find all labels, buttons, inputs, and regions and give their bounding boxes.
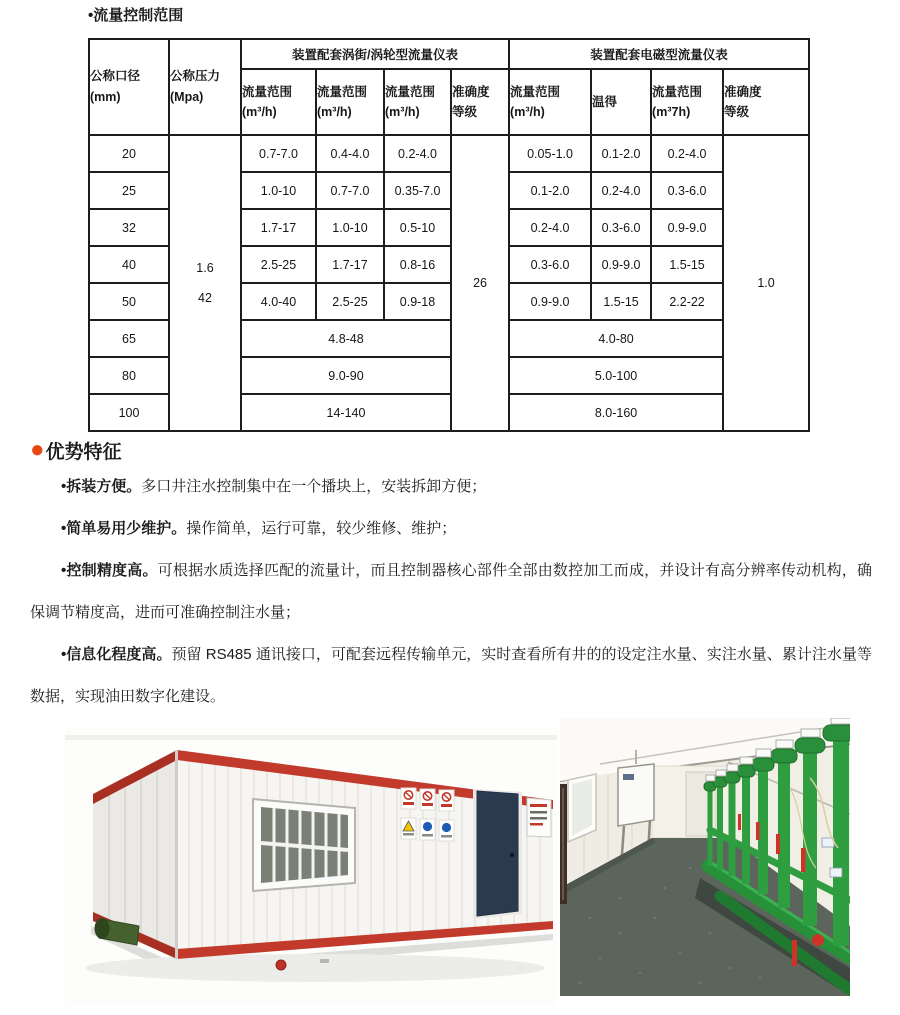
header-dn bbox=[89, 39, 169, 135]
cell-flow: 0.2-4.0 bbox=[384, 135, 451, 172]
cell-flow: 0.7-7.0 bbox=[316, 172, 384, 209]
cell-dn: 100 bbox=[89, 394, 169, 431]
cell-flow: 1.7-17 bbox=[316, 246, 384, 283]
header-line: (mm) bbox=[90, 90, 121, 104]
header-line: 准确度 bbox=[452, 85, 490, 99]
cell-flow: 4.0-40 bbox=[241, 283, 316, 320]
cell-flow: 0.9-9.0 bbox=[509, 283, 591, 320]
cell-flow: 2.5-25 bbox=[316, 283, 384, 320]
header-line: 温得 bbox=[592, 95, 618, 109]
header-line: 公称口径 bbox=[90, 69, 141, 83]
cell-flow: 0.9-9.0 bbox=[651, 209, 723, 246]
cell-flow-merged: 5.0-100 bbox=[509, 357, 723, 394]
cell-pressure-merged bbox=[169, 135, 241, 431]
header-temp bbox=[591, 69, 651, 135]
feature-lead: •简单易用少维护。 bbox=[61, 520, 187, 537]
header-line: (m³7h) bbox=[652, 105, 691, 119]
cell-accuracy-vortex-merged: 26 bbox=[451, 135, 509, 431]
cell-flow: 0.8-16 bbox=[384, 246, 451, 283]
table-row bbox=[89, 135, 809, 172]
cell-flow-merged: 8.0-160 bbox=[509, 394, 723, 431]
header-flow-range-2 bbox=[316, 69, 384, 135]
cell-flow: 0.1-2.0 bbox=[509, 172, 591, 209]
header-line: 公称压力 bbox=[170, 69, 221, 83]
cell-flow: 0.3-6.0 bbox=[509, 246, 591, 283]
cell-flow: 0.7-7.0 bbox=[241, 135, 316, 172]
header-line: (m³/h) bbox=[317, 105, 352, 119]
cell-flow-merged: 4.0-80 bbox=[509, 320, 723, 357]
header-group-magnetic: 装置配套电磁型流量仪表 bbox=[509, 39, 809, 69]
cell-flow: 0.3-6.0 bbox=[651, 172, 723, 209]
cell-accuracy-mag-merged: 1.0 bbox=[723, 135, 809, 431]
cell-flow-merged: 9.0-90 bbox=[241, 357, 451, 394]
feature-item bbox=[30, 550, 872, 634]
container-door bbox=[473, 789, 522, 919]
cell-flow-merged: 4.8-48 bbox=[241, 320, 451, 357]
cell-flow: 2.5-25 bbox=[241, 246, 316, 283]
cell-flow: 0.05-1.0 bbox=[509, 135, 591, 172]
cell-flow: 0.2-4.0 bbox=[509, 209, 591, 246]
cell-flow: 0.9-9.0 bbox=[591, 246, 651, 283]
cell-flow: 0.3-6.0 bbox=[591, 209, 651, 246]
header-line: (m³/h) bbox=[242, 105, 277, 119]
cell-dn: 32 bbox=[89, 209, 169, 246]
header-line: 流量范围 bbox=[385, 85, 436, 99]
header-pressure bbox=[169, 39, 241, 135]
feature-text: 预留 RS485 通讯接口，可配套远程传输单元，实时查看所有井的的设定注水量、实注水量、累计注水量等数据，实现油田数字化建设。 bbox=[30, 646, 872, 705]
header-line: (m³/h) bbox=[385, 105, 420, 119]
header-line: 流量范围 bbox=[242, 85, 293, 99]
features-title: 优势特征 bbox=[45, 441, 122, 463]
header-accuracy-mag bbox=[723, 69, 809, 135]
door-sign-plate bbox=[527, 798, 551, 837]
feature-item bbox=[30, 466, 872, 508]
header-line: (Mpa) bbox=[170, 90, 204, 104]
header-line: 等级 bbox=[724, 105, 750, 119]
header-group-vortex: 装置配套涡街/涡轮型流量仪表 bbox=[241, 39, 509, 69]
header-line: 等级 bbox=[452, 105, 478, 119]
flow-range-table bbox=[88, 38, 810, 432]
cell-flow: 0.1-2.0 bbox=[591, 135, 651, 172]
feature-item bbox=[30, 508, 872, 550]
header-line: 流量范围 bbox=[317, 85, 368, 99]
pressure-value: 1.6 bbox=[196, 261, 214, 275]
header-flow-range-mag-2 bbox=[651, 69, 723, 135]
feature-text: 多口井注水控制集中在一个播块上，安装拆卸方便； bbox=[141, 478, 487, 495]
cell-dn: 40 bbox=[89, 246, 169, 283]
feature-text: 操作简单，运行可靠，较少维修、维护； bbox=[186, 520, 457, 537]
feature-lead: •拆装方便。 bbox=[61, 478, 142, 495]
cell-flow: 1.7-17 bbox=[241, 209, 316, 246]
cell-flow: 0.5-10 bbox=[384, 209, 451, 246]
header-line: (m³/h) bbox=[510, 105, 545, 119]
orange-bullet-icon: ● bbox=[30, 436, 45, 463]
feature-text: 可根据水质选择匹配的流量计，而且控制器核心部件全部由数控加工而成，并设计有高分辨率传动机构，确保调节精度高，进而可准确控制注水量； bbox=[30, 562, 872, 621]
injection-manifold-interior-photo bbox=[560, 718, 850, 996]
cell-flow: 0.9-18 bbox=[384, 283, 451, 320]
cell-flow: 0.4-4.0 bbox=[316, 135, 384, 172]
cell-flow: 1.0-10 bbox=[241, 172, 316, 209]
cell-flow: 2.2-22 bbox=[651, 283, 723, 320]
red-port-cap bbox=[276, 960, 286, 970]
flow-range-title: •流量控制范围 bbox=[88, 7, 184, 24]
cell-flow: 0.2-4.0 bbox=[651, 135, 723, 172]
header-flow-range-1 bbox=[241, 69, 316, 135]
cell-dn: 20 bbox=[89, 135, 169, 172]
cell-dn: 25 bbox=[89, 172, 169, 209]
cell-flow: 1.0-10 bbox=[316, 209, 384, 246]
header-line: 流量范围 bbox=[652, 85, 703, 99]
cell-flow-merged: 14-140 bbox=[241, 394, 451, 431]
header-flow-range-mag-1 bbox=[509, 69, 591, 135]
features-section bbox=[30, 436, 872, 718]
header-line: 准确度 bbox=[724, 85, 762, 99]
features-heading bbox=[30, 436, 872, 464]
header-accuracy-vortex bbox=[451, 69, 509, 135]
header-flow-range-3 bbox=[384, 69, 451, 135]
cell-dn: 50 bbox=[89, 283, 169, 320]
pressure-value: 42 bbox=[198, 291, 212, 305]
header-line: 流量范围 bbox=[510, 85, 561, 99]
cell-flow: 1.5-15 bbox=[651, 246, 723, 283]
feature-item bbox=[30, 634, 872, 718]
feature-lead: •控制精度高。 bbox=[61, 562, 158, 579]
cell-dn: 80 bbox=[89, 357, 169, 394]
cell-flow: 0.2-4.0 bbox=[591, 172, 651, 209]
container-house-exterior-photo bbox=[65, 728, 557, 1006]
cell-flow: 0.35-7.0 bbox=[384, 172, 451, 209]
cell-dn: 65 bbox=[89, 320, 169, 357]
barred-window bbox=[253, 799, 355, 891]
feature-lead: •信息化程度高。 bbox=[61, 646, 172, 663]
cell-flow: 1.5-15 bbox=[591, 283, 651, 320]
